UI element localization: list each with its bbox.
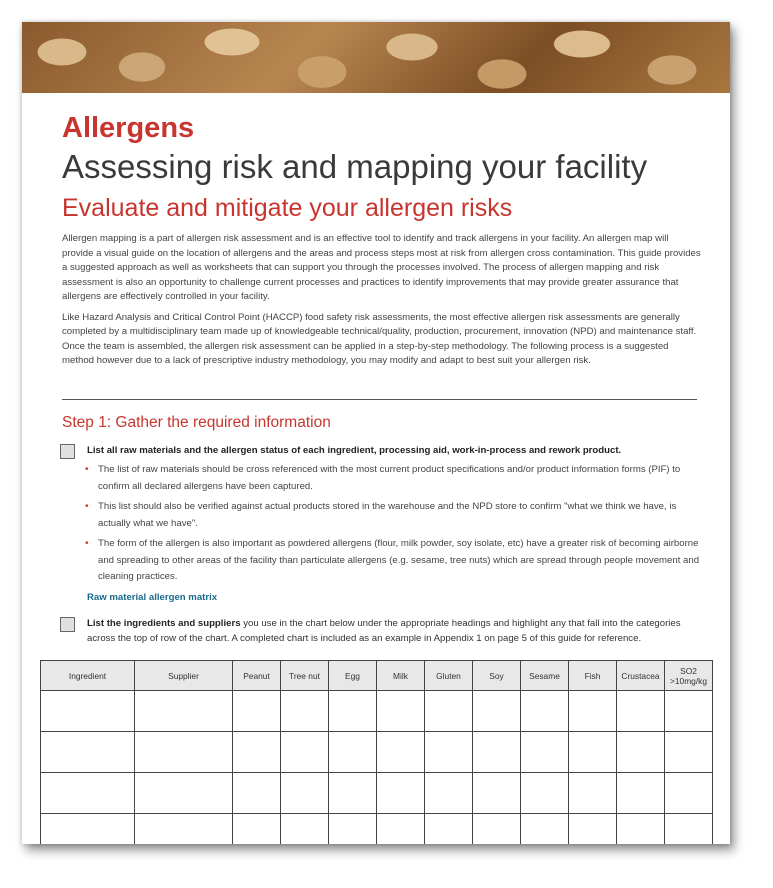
table-cell[interactable] [281, 814, 329, 845]
raw-materials-bullet-list [84, 462, 704, 590]
table-cell[interactable] [329, 773, 377, 814]
table-cell[interactable] [665, 814, 713, 845]
table-cell[interactable] [425, 732, 473, 773]
table-cell[interactable] [377, 691, 425, 732]
table-cell[interactable] [135, 773, 233, 814]
table-cell[interactable] [665, 732, 713, 773]
peanut-banner-image [22, 22, 730, 93]
table-cell[interactable] [521, 732, 569, 773]
column-header: Fish [569, 661, 617, 691]
column-header: Supplier [135, 661, 233, 691]
table-cell[interactable] [377, 732, 425, 773]
table-cell[interactable] [281, 732, 329, 773]
table-cell[interactable] [41, 732, 135, 773]
table-cell[interactable] [617, 773, 665, 814]
step1-heading: Step 1: Gather the required information [62, 414, 331, 431]
document-title: Allergens [62, 112, 195, 144]
checkbox-ingredients[interactable] [60, 617, 75, 632]
checklist-item-raw-materials [60, 444, 702, 459]
intro-paragraph-1: Allergen mapping is a part of allergen risk assessment and is an effective tool to identify and track allergens in your facility. An allergen map will provide a visual guide on the location of allergens and the areas and process steps most at risk from allergen cross contamination. This guide provides a suggested approach as well as worksheets that can support you through the processes involved. The process of allergen mapping and risk assessment is also an opportunity to challenge current processes and practices to identify improvements that may provide greater assurance that allergens are effectively controlled in your facility. [62, 233, 701, 302]
table-cell[interactable] [281, 773, 329, 814]
bullet-icon: • [85, 464, 89, 475]
table-cell[interactable] [569, 691, 617, 732]
table-cell[interactable] [617, 732, 665, 773]
table-cell[interactable] [521, 814, 569, 845]
table-cell[interactable] [569, 732, 617, 773]
document-page [22, 22, 730, 844]
table-cell[interactable] [617, 814, 665, 845]
table-cell[interactable] [329, 814, 377, 845]
table-row [41, 732, 713, 773]
table-cell[interactable] [135, 814, 233, 845]
checklist-ingredients-bold: List the ingredients and suppliers [87, 618, 241, 629]
main-heading: Assessing risk and mapping your facility [62, 148, 648, 185]
intro-section [62, 110, 702, 375]
table-cell[interactable] [281, 691, 329, 732]
bullet-icon: • [85, 501, 89, 512]
table-cell[interactable] [473, 814, 521, 845]
checklist-item-ingredients [60, 617, 702, 646]
table-cell[interactable] [425, 691, 473, 732]
table-cell[interactable] [233, 773, 281, 814]
table-cell[interactable] [41, 773, 135, 814]
table-row [41, 773, 713, 814]
table-cell[interactable] [233, 732, 281, 773]
table-cell[interactable] [521, 691, 569, 732]
sub-heading: Evaluate and mitigate your allergen risks [62, 194, 513, 222]
list-item: • The form of the allergen is also important as powdered allergens (flour, milk powder, soy isolate, etc) have a greater risk of becoming airborne and spreading to other areas of the facility than particulate allergens (e.g. sesame, tree nuts) which are spread through people movement and cleaning practices. [85, 538, 700, 582]
table-cell[interactable] [233, 814, 281, 845]
column-header: Egg [329, 661, 377, 691]
list-item: • This list should also be verified against actual products stored in the warehouse and the NPD store to confirm "what we think we have, is actually what we have". [85, 501, 677, 529]
table-cell[interactable] [41, 691, 135, 732]
table-cell[interactable] [425, 814, 473, 845]
column-header: Soy [473, 661, 521, 691]
table-cell[interactable] [569, 773, 617, 814]
table-cell[interactable] [377, 814, 425, 845]
column-header: Sesame [521, 661, 569, 691]
table-cell[interactable] [135, 732, 233, 773]
table-cell[interactable] [233, 691, 281, 732]
table-cell[interactable] [425, 773, 473, 814]
intro-paragraph-2: Like Hazard Analysis and Critical Control Point (HACCP) food safety risk assessments, the most effective allergen risk assessments are generally completed by a multidisciplinary team made up of knowledgeable technical/quality, production, procurement, innovation (NPD) and maintenance staff. Once the team is assembled, the allergen risk assessment can be applied in a step-by-step methodology. The following process is a suggested method however due to a lack of prescriptive industry methodology, you may modify and adapt to best suit your allergen risk. [62, 311, 697, 366]
table-cell[interactable] [569, 814, 617, 845]
table-cell[interactable] [665, 773, 713, 814]
table-cell[interactable] [473, 773, 521, 814]
ingredient-allergen-table [40, 660, 713, 844]
section-divider [62, 399, 697, 400]
table-cell[interactable] [329, 691, 377, 732]
table-row [41, 814, 713, 845]
table-cell[interactable] [473, 732, 521, 773]
table-cell[interactable] [473, 691, 521, 732]
table-cell[interactable] [41, 814, 135, 845]
table-header-row [41, 661, 713, 691]
table-cell[interactable] [377, 773, 425, 814]
table-cell[interactable] [617, 691, 665, 732]
table-body [41, 691, 713, 845]
column-header: Tree nut [281, 661, 329, 691]
column-header: Crustacea [617, 661, 665, 691]
checklist-ingredients-text: you use in the chart below under the appropriate headings and highlight any that fall into the categories across the top of row of the chart. A completed chart is included as an example in Appendix 1 on page 5 of this guide for reference. [87, 618, 681, 644]
bullet-icon: • [85, 538, 89, 549]
table-cell[interactable] [329, 732, 377, 773]
raw-material-matrix-link[interactable]: Raw material allergen matrix [87, 592, 218, 603]
column-header: Peanut [233, 661, 281, 691]
table-cell[interactable] [521, 773, 569, 814]
list-item: • The list of raw materials should be cross referenced with the most current product specifications and/or product information forms (PIF) to confirm all declared allergens have been captured. [85, 464, 681, 492]
column-header: SO2 >10mg/kg [665, 661, 713, 691]
column-header: Milk [377, 661, 425, 691]
checklist-raw-materials-text: List all raw materials and the allergen status of each ingredient, processing aid, work-in-process and rework product. [87, 445, 622, 456]
table-cell[interactable] [665, 691, 713, 732]
column-header: Ingredient [41, 661, 135, 691]
column-header: Gluten [425, 661, 473, 691]
table-row [41, 691, 713, 732]
checkbox-raw-materials[interactable] [60, 444, 75, 459]
table-cell[interactable] [135, 691, 233, 732]
